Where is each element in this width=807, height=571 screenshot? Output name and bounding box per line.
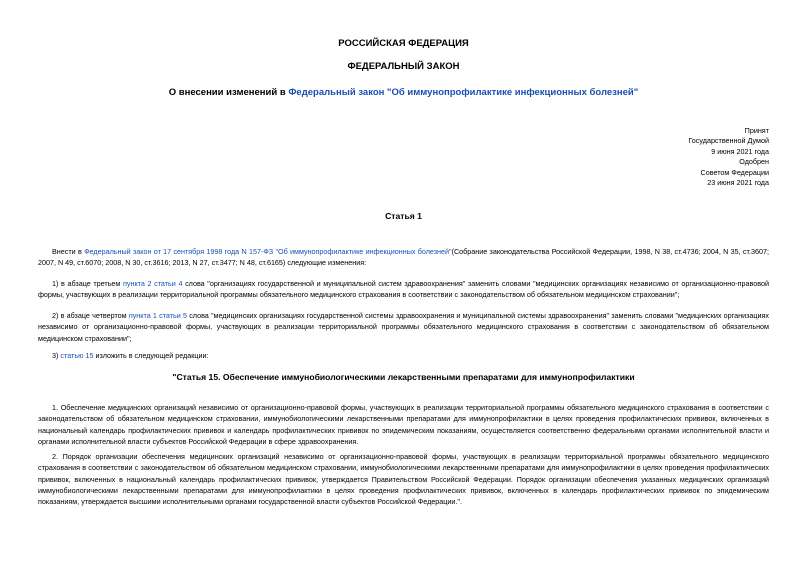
item-1-link[interactable]: пункта 2 статьи 4	[123, 279, 183, 288]
adoption-line: Советом Федерации	[700, 167, 769, 177]
item-3-post: изложить в следующей редакции:	[93, 351, 209, 360]
article-1-item-1	[38, 278, 769, 301]
intro-law-link[interactable]: Федеральный закон от 17 сентября 1998 года N 157-ФЗ "Об иммунопрофилактике инфекционных болезней"	[84, 247, 452, 256]
adoption-block	[688, 126, 769, 188]
law-type-heading: ФЕДЕРАЛЬНЫЙ ЗАКОН	[347, 61, 460, 72]
law-title-link[interactable]: Федеральный закон "Об иммунопрофилактике инфекционных болезней"	[288, 87, 639, 98]
article-15-paragraph-2: 2. Порядок организации обеспечения медицинских организаций независимо от организационно-правовой формы, участвующих в реализации территориальной программы обязательного медицинского страхования в соответствии с законодательством об обязательном медицинском страховании, иммунобиологическими лекарственными препаратами для иммунопрофилактики в целях проведения профилактических прививок, включенных в национальный календарь профилактических прививок, утверждается Правительством Российской Федерации. Порядок организации обеспечения указанных медицинских организаций иммунобиологическими лекарственными препаратами для иммунопрофилактики в целях проведения профилактических прививок, включенных в календарь профилактических прививок по эпидемическим показаниям, утверждается высшими исполнительными органами государственной власти субъектов Российской Федерации.".	[38, 452, 769, 507]
adoption-line: Государственной Думой	[688, 136, 769, 146]
article-1-heading: Статья 1	[385, 211, 422, 221]
article-1-item-2	[38, 310, 769, 344]
item-2-post: слова "медицинских организациях государственной системы здравоохранения и муниципальной системы здравоохранения" заменить словами "медицинских организациях независимо от организационно-правовой формы, участвующих в реализации территориальной программы обязательного медицинского страхования в соответствии с законодательством об обязательном медицинском страховании";	[38, 311, 769, 343]
country-heading: РОССИЙСКАЯ ФЕДЕРАЦИЯ	[338, 38, 469, 49]
adoption-line: 9 июня 2021 года	[711, 146, 769, 156]
intro-pre: Внести в	[52, 247, 85, 256]
item-1-post: слова "организациях государственной и муниципальной систем здравоохранения" заменить словами "медицинских организациях независимо от организационно-правовой формы, участвующих в реализации территориальной программы обязательного медицинского страхования в соответствии с законодательством об обязательном медицинском страховании";	[38, 279, 769, 300]
adoption-line: Одобрен	[739, 157, 769, 167]
item-1-pre: 1) в абзаце третьем	[52, 279, 123, 288]
item-3-pre: 3)	[52, 351, 61, 360]
item-2-link[interactable]: пункта 1 статьи 5	[128, 311, 187, 320]
article-15-paragraph-1: 1. Обеспечение медицинских организаций независимо от организационно-правовой формы, участвующих в реализации территориальной программы обязательного медицинского страхования в соответствии с законодательством об обязательном медицинском страховании, иммунобиологическими лекарственными препаратами для иммунопрофилактики в целях проведения профилактических прививок, включенных в национальный календарь профилактических прививок и календарь профилактических прививок по эпидемическим показаниям, осуществляется соответственно федеральными органами исполнительной власти и органами исполнительной власти субъектов Российской Федерации в сфере здравоохранения.	[38, 403, 769, 446]
adoption-line: 23 июня 2021 года	[707, 178, 769, 188]
article-15-heading: "Статья 15. Обеспечение иммунобиологическими лекарственными препаратами для иммунопрофилактики	[172, 372, 635, 382]
adoption-line: Принят	[744, 126, 769, 135]
item-3-link[interactable]: статью 15	[60, 351, 94, 360]
article-1-intro	[38, 246, 769, 269]
intro-post: (Собрание законодательства Российской Федерации, 1998, N 38, ст.4736; 2004, N 35, ст.3607; 2007, N 49, ст.6070; 2008, N 30, ст.3616; 2013, N 27, ст.3477; N 48, ст.6165) следующие изменения:	[38, 247, 769, 268]
article-1-item-3	[38, 350, 769, 361]
item-2-pre: 2) в абзаце четвертом	[52, 311, 129, 320]
law-title	[0, 87, 807, 98]
law-title-prefix: О внесении изменений в	[168, 87, 289, 98]
